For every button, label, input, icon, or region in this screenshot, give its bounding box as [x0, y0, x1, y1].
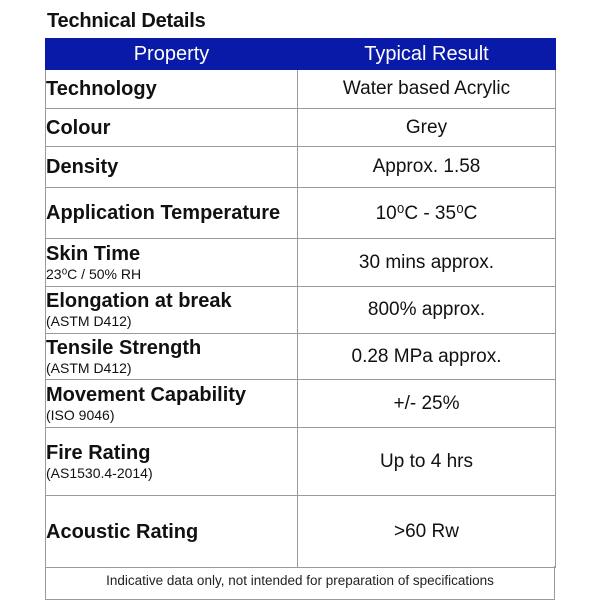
property-cell — [46, 287, 298, 334]
table-row — [46, 70, 556, 109]
property-name: Tensile Strength — [46, 336, 202, 359]
property-name: Colour — [46, 116, 111, 139]
table-row — [46, 334, 556, 380]
property-cell — [46, 109, 298, 147]
property-standard: (ASTM D412) — [46, 359, 132, 376]
property-cell — [46, 380, 298, 428]
header-property: Property — [46, 39, 298, 70]
property-standard: (ISO 9046) — [46, 406, 115, 423]
property-name: Elongation at break — [46, 290, 232, 313]
value-cell: Up to 4 hrs — [298, 428, 556, 496]
property-name: Movement Capability — [46, 383, 247, 406]
property-name: Fire Rating — [46, 441, 151, 464]
property-cell — [46, 334, 298, 380]
table-row — [46, 287, 556, 334]
property-standard: (ASTM D412) — [46, 313, 132, 330]
table-row — [46, 239, 556, 287]
technical-details-table — [45, 38, 556, 568]
table-row — [46, 380, 556, 428]
table-row — [46, 109, 556, 147]
property-standard: (AS1530.4-2014) — [46, 464, 153, 481]
value-cell: 0.28 MPa approx. — [298, 334, 556, 380]
property-name: Application Temperature — [46, 201, 281, 224]
property-cell — [46, 496, 298, 568]
value-cell: >60 Rw — [298, 496, 556, 568]
value-cell: +/- 25% — [298, 380, 556, 428]
footnote: Indicative data only, not intended for preparation of specifications — [45, 566, 555, 600]
property-name: Density — [46, 156, 119, 178]
value-cell: Approx. 1.58 — [298, 147, 556, 188]
property-cell — [46, 70, 298, 109]
property-name: Skin Time — [46, 242, 141, 265]
table-row — [46, 428, 556, 496]
property-name: Technology — [46, 78, 157, 100]
property-cell — [46, 188, 298, 239]
value-cell: Grey — [298, 109, 556, 147]
property-condition: 23⁰C / 50% RH — [46, 265, 142, 282]
page-title: Technical Details — [47, 10, 206, 32]
value-cell: 10⁰C - 35⁰C — [298, 188, 556, 239]
table-row — [46, 496, 556, 568]
header-typical-result: Typical Result — [298, 39, 556, 70]
property-name: Acoustic Rating — [46, 520, 199, 543]
value-cell: 30 mins approx. — [298, 239, 556, 287]
value-cell: 800% approx. — [298, 287, 556, 334]
property-cell — [46, 147, 298, 188]
table-header-row — [46, 39, 556, 70]
table-row — [46, 188, 556, 239]
property-cell — [46, 239, 298, 287]
table-row — [46, 147, 556, 188]
property-cell — [46, 428, 298, 496]
value-cell: Water based Acrylic — [298, 70, 556, 109]
